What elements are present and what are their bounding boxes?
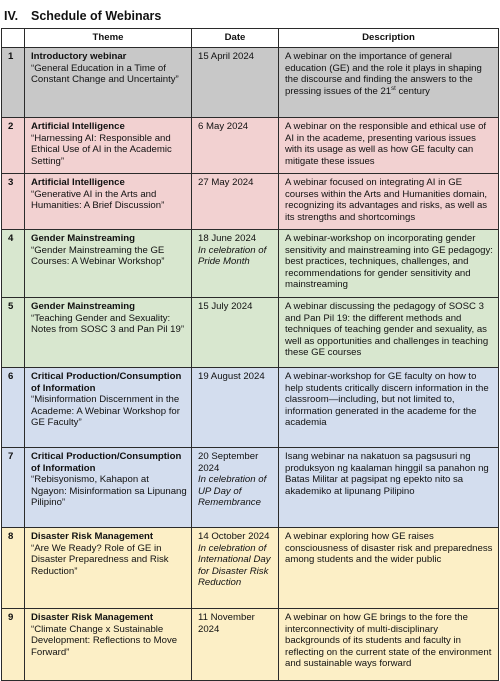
webinar-date: 20 September 2024 xyxy=(198,451,259,474)
webinar-date: 27 May 2024 xyxy=(198,177,254,188)
section-number: IV. xyxy=(4,9,19,23)
date-cell xyxy=(192,174,279,230)
theme-subtitle: “Teaching Gender and Sexuality: Notes from SOSC 3 and Pan Pil 19” xyxy=(31,312,185,336)
table-row xyxy=(2,528,499,609)
webinar-date: 19 August 2024 xyxy=(198,371,265,382)
description-superscript: st xyxy=(391,85,396,92)
webinar-date: 15 April 2024 xyxy=(198,51,255,62)
date-note: In celebration of International Day for Disaster Risk Reduction xyxy=(198,542,271,589)
description-cell xyxy=(279,368,499,448)
theme-subtitle: “Generative AI in the Arts and Humanities: A Brief Discussion” xyxy=(31,188,165,212)
webinar-date: 18 June 2024 xyxy=(198,233,257,244)
theme-subtitle: “Misinformation Discernment in the Academe: A Webinar Workshop for GE Faculty” xyxy=(31,394,180,429)
theme-title: Disaster Risk Management xyxy=(31,531,154,542)
row-number: 1 xyxy=(2,48,25,118)
theme-cell xyxy=(25,174,192,230)
theme-cell xyxy=(25,118,192,174)
description-text: A webinar exploring how GE raises consciousness of disaster risk and preparedness among students and the wider public xyxy=(285,531,493,566)
row-number: 5 xyxy=(2,298,25,368)
date-cell xyxy=(192,609,279,681)
header-description: Description xyxy=(279,29,499,48)
section-heading xyxy=(4,9,161,23)
date-cell xyxy=(192,48,279,118)
webinar-date: 11 November 2024 xyxy=(198,612,255,635)
theme-title: Artificial Intelligence xyxy=(31,121,125,132)
theme-cell xyxy=(25,448,192,528)
webinar-date: 14 October 2024 xyxy=(198,531,270,542)
section-title: Schedule of Webinars xyxy=(31,9,162,23)
description-tail: century xyxy=(395,85,430,97)
date-cell xyxy=(192,298,279,368)
theme-cell xyxy=(25,230,192,298)
theme-title: Artificial Intelligence xyxy=(31,177,125,188)
date-cell xyxy=(192,448,279,528)
date-cell xyxy=(192,118,279,174)
description-text: A webinar-workshop for GE faculty on how to help students critically discern information in the classroom—including, but not limited to, information generated in the academe for the academia xyxy=(285,371,489,429)
table-row xyxy=(2,448,499,528)
webinar-date: 15 July 2024 xyxy=(198,301,253,312)
header-date: Date xyxy=(192,29,279,48)
theme-title: Gender Mainstreaming xyxy=(31,301,135,312)
description-text: A webinar on how GE brings to the fore the interconnectivity of multi-disciplinary backgrounds of its students and faculty in reflecting on the current state of the environment and sustainable ways forward xyxy=(285,612,492,670)
theme-subtitle: “Climate Change x Sustainable Development: Reflections to Move Forward” xyxy=(31,623,178,658)
header-number xyxy=(2,29,25,48)
webinar-date: 6 May 2024 xyxy=(198,121,249,132)
theme-cell xyxy=(25,528,192,609)
row-number: 9 xyxy=(2,609,25,681)
theme-cell xyxy=(25,298,192,368)
table-row xyxy=(2,368,499,448)
theme-title: Gender Mainstreaming xyxy=(31,233,135,244)
theme-subtitle: “Rebisyonismo, Kahapon at Ngayon: Misinformation sa Lipunang Pilipino” xyxy=(31,474,187,509)
theme-title: Critical Production/Consumption of Information xyxy=(31,451,182,474)
row-number: 8 xyxy=(2,528,25,609)
table-row xyxy=(2,48,499,118)
date-cell xyxy=(192,230,279,298)
row-number: 6 xyxy=(2,368,25,448)
description-cell xyxy=(279,48,499,118)
description-cell xyxy=(279,118,499,174)
theme-subtitle: “Are We Ready? Role of GE in Disaster Preparedness and Risk Reduction” xyxy=(31,542,169,577)
theme-title: Disaster Risk Management xyxy=(31,612,154,623)
row-number: 7 xyxy=(2,448,25,528)
theme-subtitle: “Harnessing AI: Responsible and Ethical Use of AI in the Academic Setting” xyxy=(31,132,172,167)
row-number: 4 xyxy=(2,230,25,298)
table-header-row xyxy=(2,29,499,48)
date-cell xyxy=(192,528,279,609)
date-note: In celebration of UP Day of Remembrance xyxy=(198,474,267,509)
table-row xyxy=(2,298,499,368)
date-cell xyxy=(192,368,279,448)
theme-cell xyxy=(25,609,192,681)
description-cell xyxy=(279,448,499,528)
description-cell xyxy=(279,230,499,298)
description-text: A webinar on the responsible and ethical use of AI in the academe, presenting various issues with its usage as well as how GE faculty can mitigate these issues xyxy=(285,121,487,167)
header-theme: Theme xyxy=(25,29,192,48)
description-text: A webinar discussing the pedagogy of SOSC 3 and Pan Pil 19: the different methods and techniques of teaching gender and sexuality, as well as opportunities and challenges in teaching these GE courses xyxy=(285,301,489,359)
table-row xyxy=(2,174,499,230)
table-row xyxy=(2,118,499,174)
row-number: 3 xyxy=(2,174,25,230)
theme-cell xyxy=(25,48,192,118)
description-cell xyxy=(279,609,499,681)
description-text: A webinar on the importance of general education (GE) and the role it plays in shaping the discourse and finding the answers to the pressing issues of the 21 xyxy=(285,51,482,97)
table-row xyxy=(2,609,499,681)
row-number: 2 xyxy=(2,118,25,174)
description-cell xyxy=(279,528,499,609)
theme-cell xyxy=(25,368,192,448)
theme-subtitle: “Gender Mainstreaming the GE Courses: A Webinar Workshop” xyxy=(31,244,165,268)
theme-title: Introductory webinar xyxy=(31,51,127,62)
table-row xyxy=(2,230,499,298)
description-text: A webinar focused on integrating AI in GE courses within the Arts and Humanities domain, recognizing its advantages and risks, as well as its strengths and shortcomings xyxy=(285,177,488,223)
theme-title: Critical Production/Consumption of Information xyxy=(31,371,182,394)
description-cell xyxy=(279,298,499,368)
description-text: A webinar-workshop on incorporating gender sensitivity and mainstreaming into GE pedagogy: best practices, techniques, challenges, and recommendations for gender sensitivity and mainstreaming xyxy=(285,233,493,291)
date-note: In celebration of Pride Month xyxy=(198,244,267,268)
description-text: Isang webinar na nakatuon sa pagsusuri ng produksyon ng kaalaman hinggil sa panahon ng Batas Militar at pagsipat ng epekto nito sa akademiko at lipunang Pilipino xyxy=(285,451,489,497)
theme-subtitle: “General Education in a Time of Constant Change and Uncertainty” xyxy=(31,62,179,86)
description-cell xyxy=(279,174,499,230)
webinar-schedule-table xyxy=(1,28,499,681)
